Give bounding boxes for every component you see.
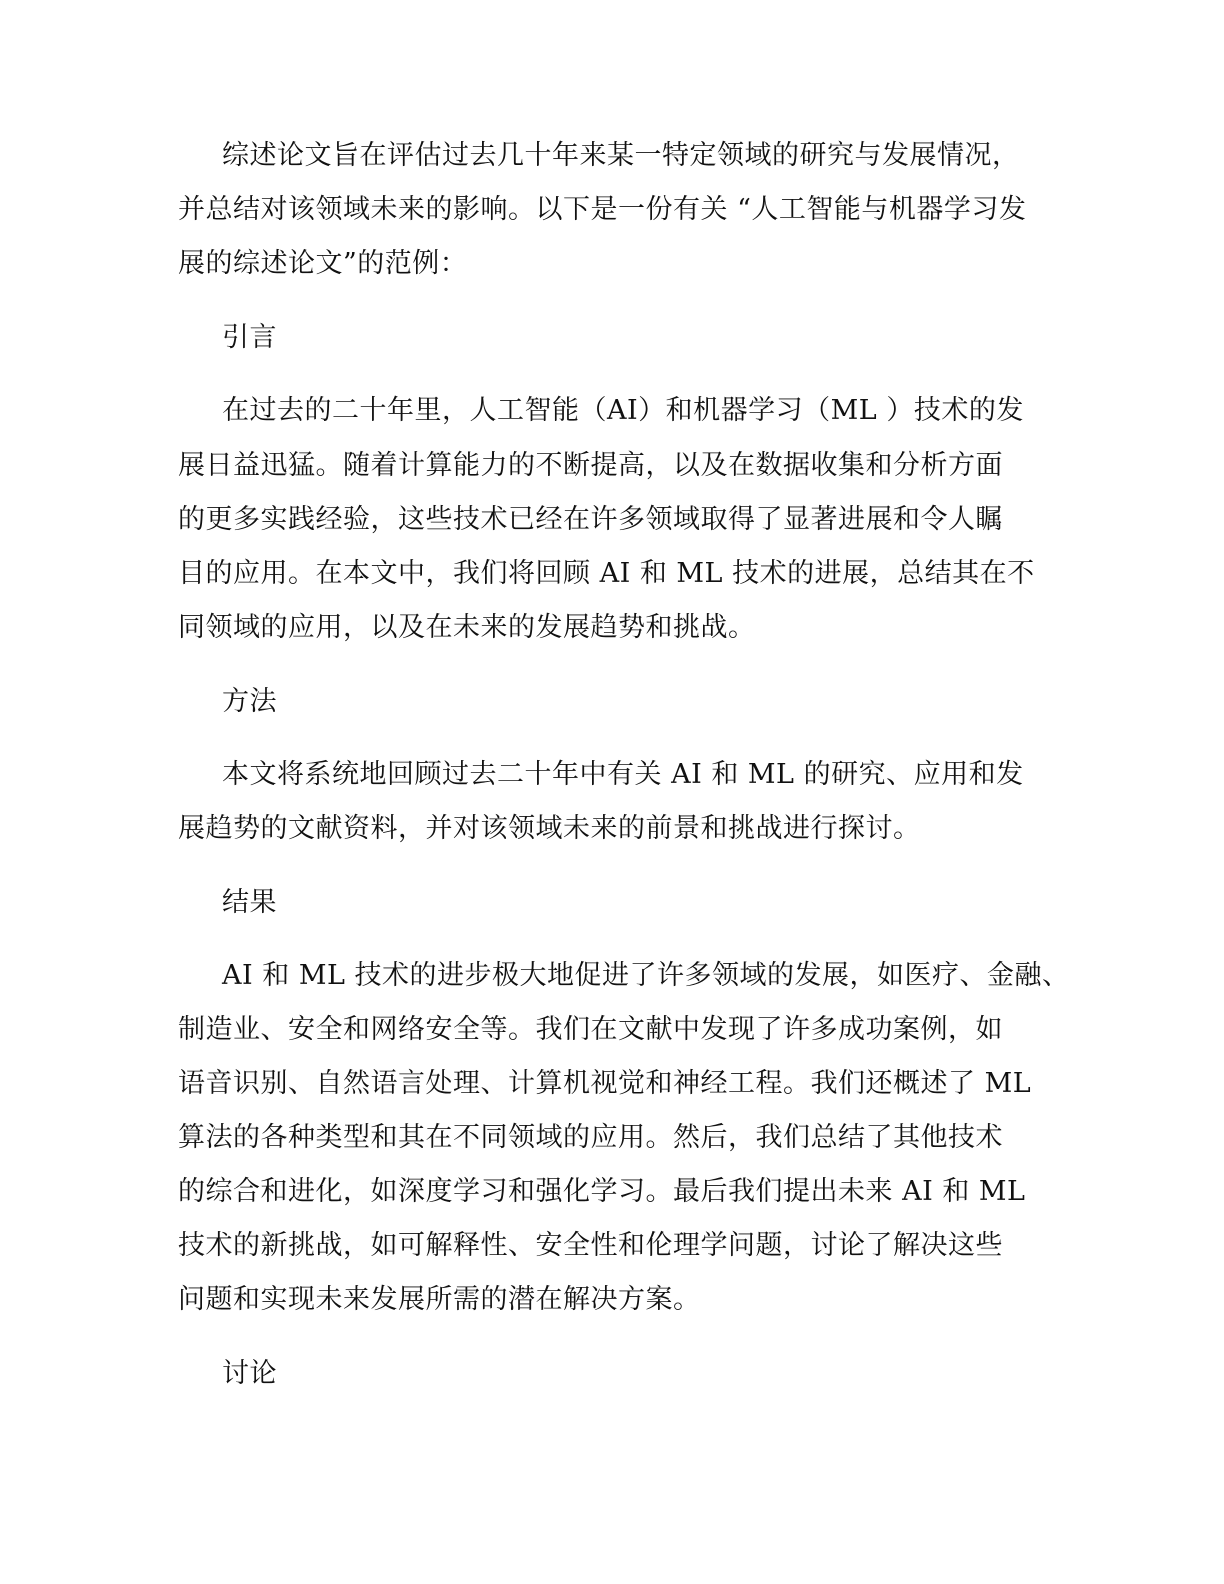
introduction-line-1: 在过去的二十年里，人工智能（AI）和机器学习（ML ）技术的发	[222, 395, 1024, 426]
results-line-3: 语音识别、自然语言处理、计算机视觉和神经工程。我们还概述了 ML	[178, 1068, 1032, 1099]
results-line-4: 算法的各种类型和其在不同领域的应用。然后，我们总结了其他技术	[178, 1122, 1003, 1153]
results-line-7: 问题和实现未来发展所需的潜在解决方案。	[178, 1284, 701, 1315]
heading-results: 结果	[222, 887, 277, 918]
introduction-line-5: 同领域的应用，以及在未来的发展趋势和挑战。	[178, 612, 756, 643]
intro-line-3: 展的综述论文”的范例：	[178, 248, 468, 279]
methods-line-1: 本文将系统地回顾过去二十年中有关 AI 和 ML 的研究、应用和发	[222, 759, 1024, 790]
introduction-line-3: 的更多实践经验，这些技术已经在许多领域取得了显著进展和令人瞩	[178, 504, 1003, 535]
results-line-2: 制造业、安全和网络安全等。我们在文献中发现了许多成功案例，如	[178, 1014, 1003, 1045]
results-line-6: 技术的新挑战，如可解释性、安全性和伦理学问题，讨论了解决这些	[178, 1230, 1003, 1261]
introduction-line-4: 目的应用。在本文中，我们将回顾 AI 和 ML 技术的进展，总结其在不	[178, 558, 1035, 589]
methods-line-2: 展趋势的文献资料，并对该领域未来的前景和挑战进行探讨。	[178, 813, 921, 844]
results-line-1: AI 和 ML 技术的进步极大地促进了许多领域的发展，如医疗、金融、	[222, 960, 1070, 991]
results-line-5: 的综合和进化，如深度学习和强化学习。最后我们提出未来 AI 和 ML	[178, 1176, 1026, 1207]
heading-discussion: 讨论	[222, 1358, 277, 1389]
intro-line-2: 并总结对该领域未来的影响。以下是一份有关 “人工智能与机器学习发	[178, 194, 1027, 225]
introduction-line-2: 展日益迅猛。随着计算能力的不断提高，以及在数据收集和分析方面	[178, 450, 1003, 481]
heading-methods: 方法	[222, 686, 277, 717]
heading-introduction: 引言	[222, 322, 277, 353]
intro-line-1: 综述论文旨在评估过去几十年来某一特定领域的研究与发展情况，	[222, 140, 1020, 171]
